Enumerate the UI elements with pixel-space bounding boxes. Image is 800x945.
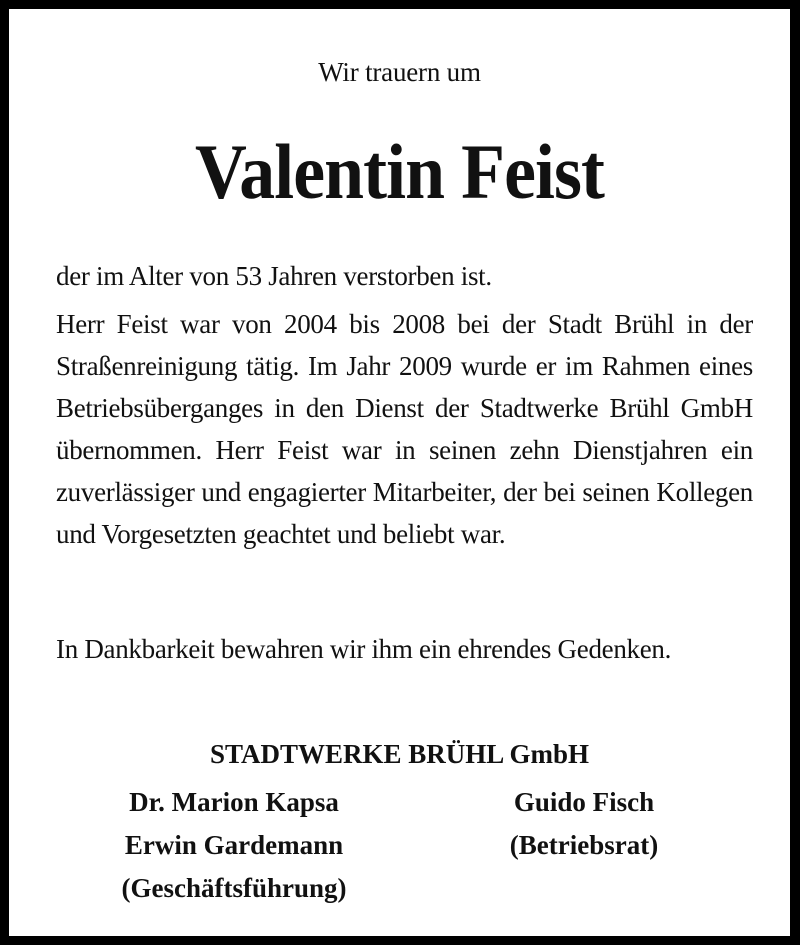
deceased-name: Valentin Feist [194, 128, 605, 215]
signatory-role: (Betriebsrat) [509, 830, 659, 860]
closing-paragraph: In Dankbarkeit bewahren wir ihm ein ehrendes Gedenken. [56, 634, 672, 664]
signatories-works-council [419, 781, 749, 867]
signatory-role: (Geschäftsführung) [121, 873, 347, 903]
signatory-name: Dr. Marion Kapsa [129, 787, 339, 817]
signatories-management [69, 781, 399, 910]
age-paragraph: der im Alter von 53 Jahren verstorben ist. [56, 261, 492, 291]
signatory-name: Erwin Gardemann [124, 830, 344, 860]
signatory-name: Guido Fisch [513, 787, 655, 817]
career-paragraph: Herr Feist war von 2004 bis 2008 bei der Stadt Brühl in der Straßenreinigung tätig. Im Jahr 2009 wurde er im Rahmen eines Betriebsüberganges in den Dienst der Stadtwerke Brühl GmbH übernommen. Herr Feist war in seinen zehn Dienstjahren ein zuverlässiger und engagierter Mitarbeiter, der bei seinen Kollegen und Vorgesetzten geachtet und beliebt war. [56, 309, 753, 549]
company-name: STADTWERKE BRÜHL GmbH [209, 739, 590, 769]
intro-line: Wir trauern um [318, 57, 481, 87]
